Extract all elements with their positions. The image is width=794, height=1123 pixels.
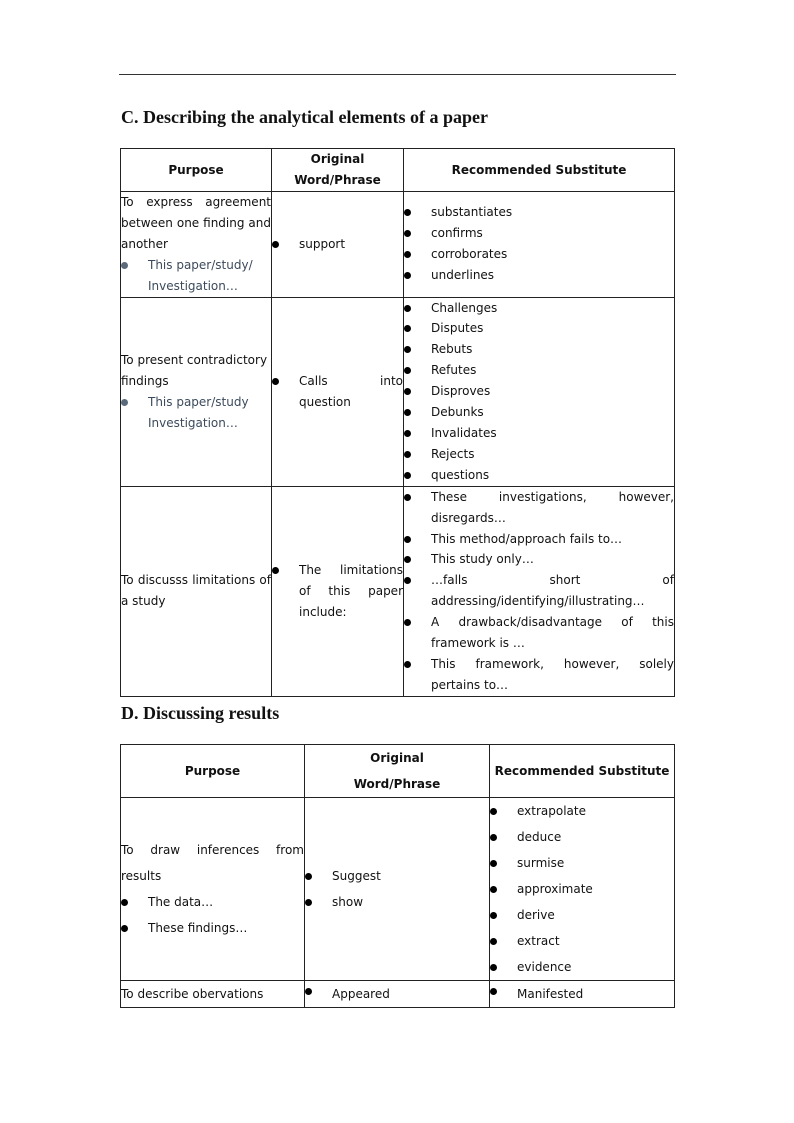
substitute-text: extract: [517, 934, 560, 948]
list-item: [404, 487, 674, 529]
list-item: [490, 798, 674, 824]
substitute-text: corroborates: [431, 247, 508, 262]
table-header-row: [121, 745, 675, 798]
header-substitute: Recommended Substitute: [490, 745, 675, 798]
list-item: [404, 202, 674, 223]
purpose-bullet: [121, 915, 304, 941]
purpose-bullet-text: This paper/study/ Investigation…: [148, 257, 253, 293]
substitute-list: [490, 798, 674, 980]
original-bullet: [305, 981, 489, 1007]
list-item: [404, 529, 674, 550]
purpose-text: To describe obervations: [121, 987, 264, 1001]
list-item: [404, 298, 674, 319]
table-header-row: [121, 149, 675, 192]
bullet-icon: [404, 494, 411, 501]
original-cell: [305, 981, 490, 1008]
bullet-icon: [404, 367, 411, 374]
original-bullet: [305, 863, 489, 889]
section-c-heading: C. Describing the analytical elements of a paper: [121, 107, 488, 127]
substitute-list: [404, 487, 674, 696]
list-item: [404, 444, 674, 465]
purpose-text: To draw inferences from results: [121, 843, 304, 883]
bullet-icon: [404, 272, 411, 279]
substitute-list: [404, 202, 674, 286]
substitute-text: Refutes: [431, 363, 477, 378]
bullet-icon: [305, 988, 312, 995]
purpose-text: To present contradictory findings: [121, 352, 268, 388]
substitute-text: Rejects: [431, 446, 475, 461]
purpose-cell: [121, 192, 272, 298]
bullet-icon: [404, 661, 411, 668]
bullet-icon: [404, 451, 411, 458]
substitute-text: Invalidates: [431, 425, 497, 440]
bullet-icon: [121, 925, 128, 932]
bullet-icon: [272, 567, 279, 574]
original-cell: [272, 297, 404, 486]
substitute-cell: [404, 192, 675, 298]
purpose-cell: [121, 297, 272, 486]
purpose-cell: [121, 486, 272, 696]
purpose-text: To express agreement between one finding and another: [121, 195, 271, 251]
original-bullet: [272, 234, 403, 255]
bullet-icon: [404, 209, 411, 216]
list-item: [404, 244, 674, 265]
list-item: [404, 549, 674, 570]
original-bullet: [272, 560, 403, 623]
bullet-icon: [404, 619, 411, 626]
bullet-icon: [404, 388, 411, 395]
list-item: [404, 339, 674, 360]
bullet-icon: [490, 886, 497, 893]
original-text: The limitations of this paper include:: [299, 562, 403, 619]
bullet-icon: [490, 808, 497, 815]
substitute-text: confirms: [431, 226, 483, 241]
discussing-results-table: [120, 744, 675, 1008]
purpose-bullet-text: These findings…: [148, 921, 248, 935]
original-text: Appeared: [332, 987, 390, 1001]
bullet-icon: [404, 472, 411, 479]
bullet-icon: [490, 988, 497, 995]
purpose-text: To discusss limitations of a study: [121, 573, 271, 609]
table-row: [121, 798, 675, 981]
bullet-icon: [121, 399, 128, 406]
list-item: [404, 570, 674, 612]
substitute-text: Challenges: [431, 300, 498, 315]
analytical-elements-table: [120, 148, 675, 697]
substitute-text: substantiates: [431, 205, 513, 220]
header-original-line2: Word/Phrase: [353, 777, 441, 791]
header-substitute: Recommended Substitute: [404, 149, 675, 192]
list-item: [490, 850, 674, 876]
bullet-icon: [404, 409, 411, 416]
bullet-icon: [404, 556, 411, 563]
bullet-icon: [404, 305, 411, 312]
header-original: [305, 745, 490, 798]
page-header-rule: [119, 74, 676, 75]
substitute-text: Rebuts: [431, 342, 473, 357]
bullet-icon: [404, 230, 411, 237]
bullet-icon: [490, 834, 497, 841]
bullet-icon: [272, 241, 279, 248]
purpose-cell: [121, 981, 305, 1008]
original-text: support: [299, 236, 346, 251]
list-item: [490, 928, 674, 954]
bullet-icon: [404, 325, 411, 332]
substitute-text: Manifested: [517, 987, 584, 1001]
header-original-line2: Word/Phrase: [294, 173, 381, 187]
substitute-text: surmise: [517, 856, 565, 870]
purpose-bullet-text: This paper/study Investigation…: [148, 394, 249, 430]
list-item: [490, 981, 674, 1007]
header-purpose: Purpose: [121, 149, 272, 192]
bullet-icon: [404, 251, 411, 258]
substitute-text: …falls short of addressing/identifying/illustrating…: [431, 573, 674, 609]
original-cell: [272, 192, 404, 298]
list-item: [404, 223, 674, 244]
substitute-text: derive: [517, 908, 555, 922]
substitute-cell: [404, 486, 675, 696]
substitute-text: These investigations, however, disregards…: [431, 489, 674, 525]
bullet-icon: [490, 860, 497, 867]
purpose-bullet: [121, 255, 271, 297]
original-bullet: [305, 889, 489, 915]
substitute-text: Debunks: [431, 405, 484, 420]
bullet-icon: [490, 912, 497, 919]
table-row: [121, 192, 675, 298]
substitute-text: approximate: [517, 882, 593, 896]
substitute-text: evidence: [517, 960, 572, 974]
list-item: [404, 423, 674, 444]
substitute-text: underlines: [431, 268, 495, 283]
bullet-icon: [305, 873, 312, 880]
bullet-icon: [121, 262, 128, 269]
substitute-list: [404, 298, 674, 486]
list-item: [404, 318, 674, 339]
list-item: [404, 265, 674, 286]
bullet-icon: [305, 899, 312, 906]
bullet-icon: [404, 430, 411, 437]
header-original-line1: Original: [310, 152, 365, 166]
purpose-cell: [121, 798, 305, 981]
bullet-icon: [272, 378, 279, 385]
substitute-text: This framework, however, solely pertains to…: [431, 656, 674, 692]
original-text: show: [332, 895, 364, 909]
table-row: [121, 297, 675, 486]
list-item: [490, 876, 674, 902]
original-text: Calls into question: [299, 373, 403, 409]
substitute-text: This method/approach fails to…: [431, 531, 623, 546]
list-item: [404, 612, 674, 654]
original-cell: [272, 486, 404, 696]
list-item: [490, 954, 674, 980]
header-purpose: Purpose: [121, 745, 305, 798]
original-bullet: [272, 371, 403, 413]
substitute-text: Disproves: [431, 384, 491, 399]
bullet-icon: [404, 346, 411, 353]
purpose-bullet-text: The data…: [148, 895, 214, 909]
substitute-cell: [404, 297, 675, 486]
list-item: [404, 360, 674, 381]
table-row: [121, 486, 675, 696]
list-item: [404, 381, 674, 402]
substitute-text: extrapolate: [517, 804, 586, 818]
list-item: [404, 654, 674, 696]
substitute-cell: [490, 981, 675, 1008]
substitute-text: deduce: [517, 830, 562, 844]
header-original-line1: Original: [370, 751, 424, 765]
list-item: [490, 824, 674, 850]
bullet-icon: [121, 899, 128, 906]
bullet-icon: [404, 577, 411, 584]
original-text: Suggest: [332, 869, 381, 883]
header-original: [272, 149, 404, 192]
substitute-cell: [490, 798, 675, 981]
substitute-text: questions: [431, 467, 490, 482]
substitute-text: A drawback/disadvantage of this framework is …: [431, 615, 674, 651]
list-item: [404, 402, 674, 423]
list-item: [490, 902, 674, 928]
table-row: [121, 981, 675, 1008]
substitute-text: Disputes: [431, 321, 484, 336]
purpose-bullet: [121, 392, 271, 434]
list-item: [404, 465, 674, 486]
original-cell: [305, 798, 490, 981]
section-d-heading: D. Discussing results: [121, 703, 280, 723]
bullet-icon: [404, 536, 411, 543]
bullet-icon: [490, 964, 497, 971]
purpose-bullet: [121, 889, 304, 915]
substitute-text: This study only…: [431, 552, 534, 567]
bullet-icon: [490, 938, 497, 945]
